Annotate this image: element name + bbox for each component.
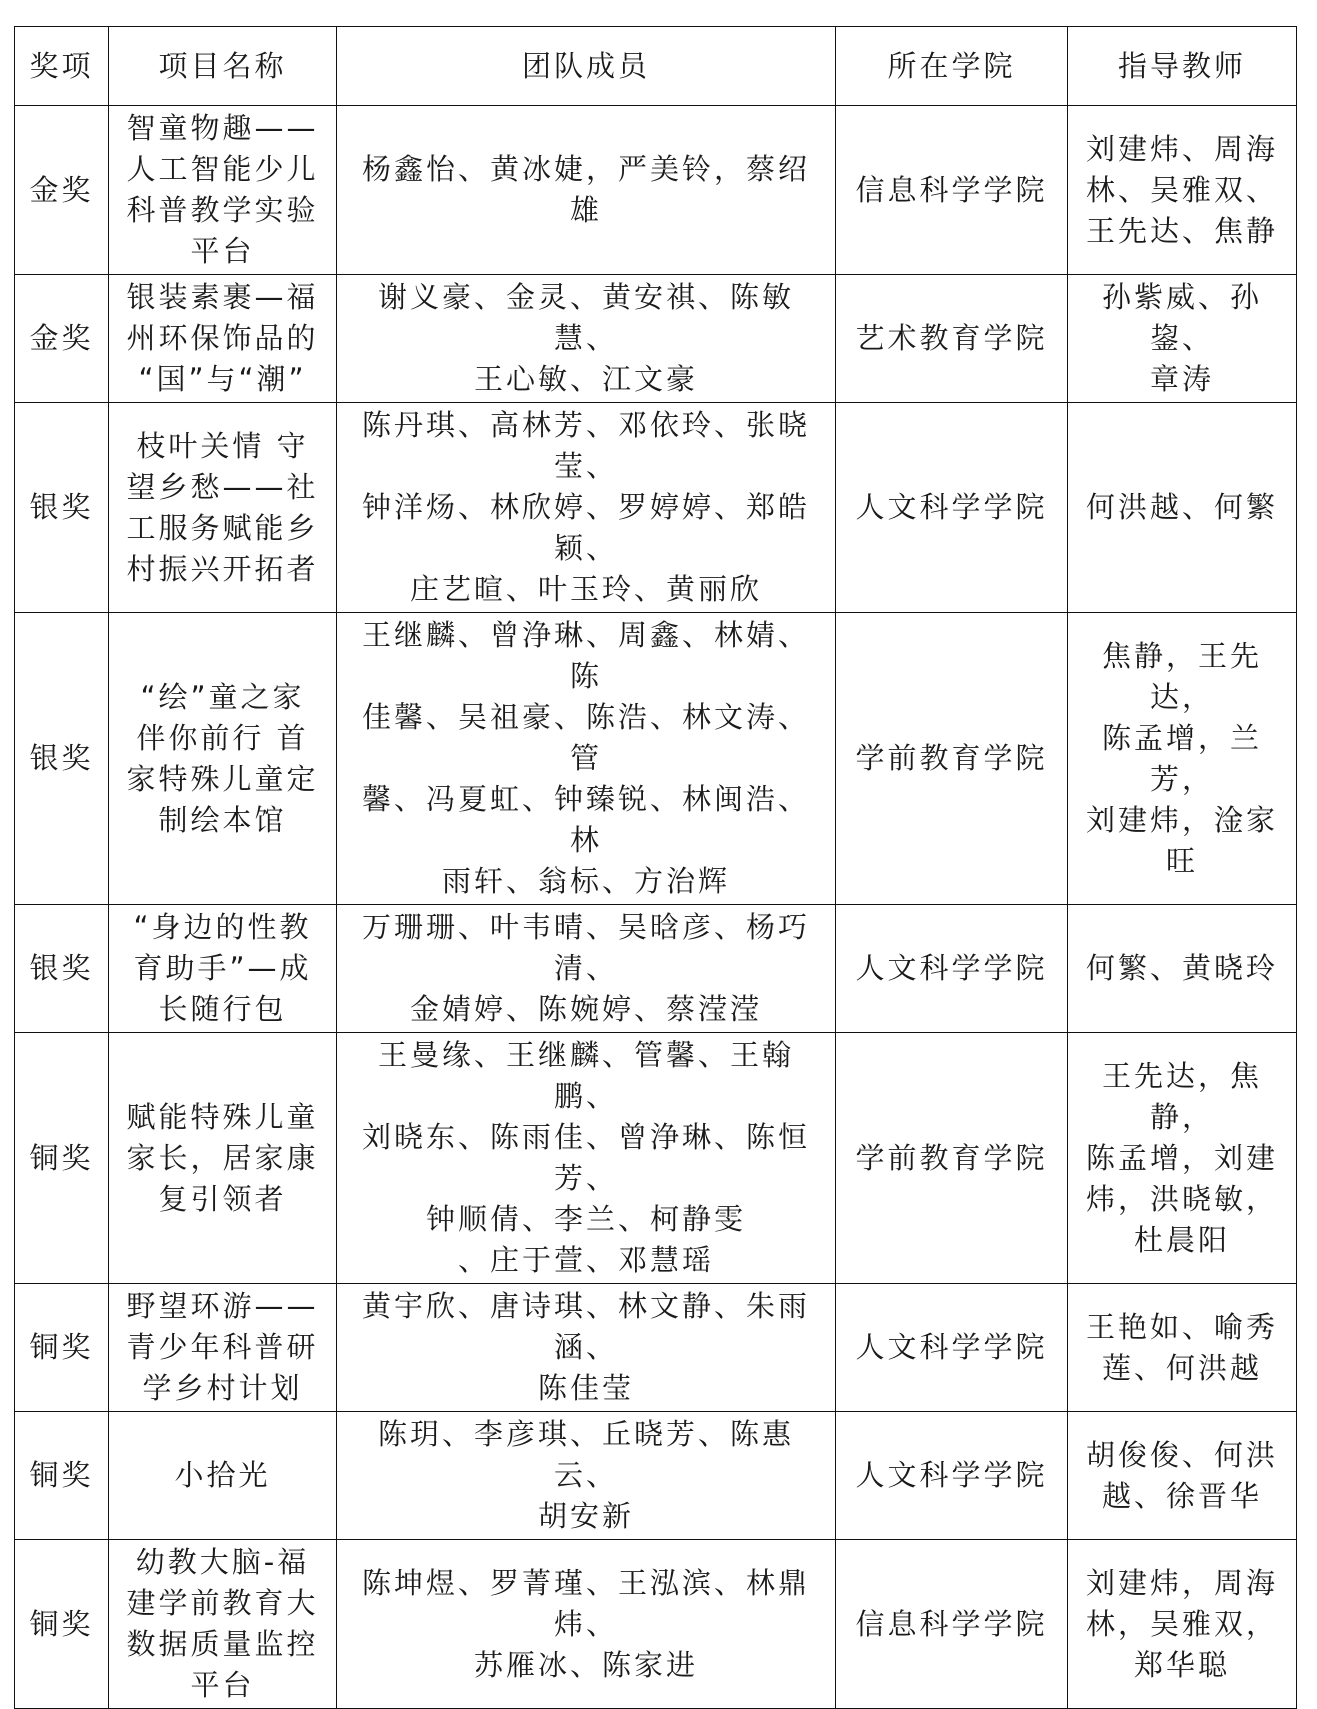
teacher-text: 刘建炜、周海 林、吴雅双、 王先达、焦静	[1085, 131, 1278, 248]
award-cell	[15, 403, 109, 613]
award-cell	[15, 1540, 109, 1709]
award-text: 铜奖	[29, 1330, 94, 1364]
college-cell	[836, 403, 1068, 613]
college-text: 艺术教育学院	[855, 321, 1048, 355]
award-text: 金奖	[29, 321, 94, 355]
teacher-cell	[1068, 1284, 1297, 1412]
teacher-text: 刘建炜，周海 林，吴雅双， 郑华聪	[1085, 1565, 1278, 1682]
project-name-text: 幼教大脑-福 建学前教育大 数据质量监控 平台	[126, 1545, 319, 1702]
header-college: 所在学院	[836, 27, 1068, 106]
award-cell	[15, 613, 109, 905]
team-members-cell	[337, 275, 836, 403]
team-members-text: 王继麟、曾浄琳、周鑫、林婧、陈 佳馨、吴祖豪、陈浩、林文涛、管 馨、冯夏虹、钟臻锐、林闽浩、林 雨轩、翁标、方治辉	[361, 618, 810, 898]
team-members-cell	[337, 1540, 836, 1709]
header-project: 项目名称	[109, 27, 337, 106]
college-text: 学前教育学院	[855, 1140, 1048, 1175]
teacher-text: 焦静，王先达， 陈孟增，兰芳， 刘建炜，淦家 旺	[1085, 638, 1278, 878]
project-name-cell	[109, 403, 337, 613]
team-members-cell	[337, 1284, 836, 1412]
award-text: 铜奖	[29, 1606, 94, 1641]
project-name-cell	[109, 1033, 337, 1284]
team-members-cell	[337, 106, 836, 275]
teacher-text: 胡俊俊、何洪 越、徐晋华	[1085, 1437, 1278, 1513]
project-name-text: 小拾光	[174, 1458, 271, 1492]
college-cell	[836, 613, 1068, 905]
table-row	[15, 275, 1297, 403]
teacher-text: 何繁、黄晓玲	[1085, 951, 1278, 985]
project-name-cell	[109, 1540, 337, 1709]
team-members-cell	[337, 1033, 836, 1284]
table-row	[15, 403, 1297, 613]
teacher-text: 王先达，焦静， 陈孟增，刘建 炜，洪晓敏， 杜晨阳	[1085, 1058, 1278, 1257]
team-members-text: 谢义豪、金灵、黄安祺、陈敏慧、 王心敏、江文豪	[377, 280, 794, 396]
college-cell	[836, 275, 1068, 403]
award-cell	[15, 106, 109, 275]
team-members-text: 王曼缘、王继麟、管馨、王翰鹏、 刘晓东、陈雨佳、曾浄琳、陈恒芳、 钟顺倩、李兰、柯静雯 、庄于萱、邓慧瑶	[361, 1038, 810, 1277]
college-cell	[836, 1540, 1068, 1709]
project-name-text: 枝叶关情 守 望乡愁——社 工服务赋能乡 村振兴开拓者	[126, 428, 319, 586]
team-members-text: 万珊珊、叶韦晴、吴晗彦、杨巧清、 金婧婷、陈婉婷、蔡滢滢	[361, 910, 810, 1026]
team-members-cell	[337, 403, 836, 613]
table-row	[15, 905, 1297, 1033]
table-row	[15, 1540, 1297, 1709]
award-text: 银奖	[29, 951, 94, 985]
project-name-cell	[109, 106, 337, 275]
college-cell	[836, 106, 1068, 275]
table-row	[15, 1284, 1297, 1412]
award-cell	[15, 1284, 109, 1412]
college-cell	[836, 1284, 1068, 1412]
award-table	[14, 26, 1297, 1709]
teacher-text: 孙紫威、孙鋆、 章涛	[1101, 280, 1262, 396]
header-award: 奖项	[15, 27, 109, 106]
team-members-cell	[337, 905, 836, 1033]
team-members-text: 黄宇欣、唐诗琪、林文静、朱雨涵、 陈佳莹	[361, 1289, 810, 1405]
college-text: 人文科学学院	[855, 951, 1048, 985]
college-cell	[836, 905, 1068, 1033]
college-cell	[836, 1033, 1068, 1284]
header-members: 团队成员	[337, 27, 836, 106]
college-text: 信息科学学院	[855, 1606, 1048, 1641]
award-text: 银奖	[29, 490, 94, 524]
teacher-cell	[1068, 1033, 1297, 1284]
college-text: 人文科学学院	[855, 490, 1048, 524]
award-list-sheet	[14, 26, 1296, 1709]
team-members-text: 陈丹琪、高林芳、邓依玲、张晓莹、 钟洋炀、林欣婷、罗婷婷、郑皓颖、 庄艺暄、叶玉玲、黄丽欣	[361, 408, 810, 606]
project-name-text: 智童物趣—— 人工智能少儿 科普教学实验 平台	[126, 111, 319, 268]
project-name-cell	[109, 905, 337, 1033]
award-text: 银奖	[29, 741, 94, 775]
award-cell	[15, 905, 109, 1033]
project-name-text: “身边的性教 育助手”—成 长随行包	[133, 910, 312, 1026]
project-name-text: 银装素裹—福 州环保饰品的 “国”与“潮”	[126, 280, 319, 396]
table-row	[15, 1033, 1297, 1284]
award-text: 铜奖	[29, 1458, 94, 1492]
award-cell	[15, 275, 109, 403]
teacher-cell	[1068, 403, 1297, 613]
header-row	[15, 27, 1297, 106]
project-name-text: 野望环游—— 青少年科普研 学乡村计划	[126, 1289, 319, 1405]
teacher-cell	[1068, 613, 1297, 905]
project-name-cell	[109, 613, 337, 905]
teacher-cell	[1068, 1540, 1297, 1709]
teacher-text: 何洪越、何繁	[1085, 490, 1278, 524]
college-text: 信息科学学院	[855, 172, 1048, 207]
project-name-text: “绘”童之家 伴你前行 首 家特殊儿童定 制绘本馆	[126, 679, 319, 837]
teacher-cell	[1068, 275, 1297, 403]
team-members-text: 陈坤煜、罗菁瑾、王泓滨、林鼎炜、 苏雁冰、陈家进	[361, 1565, 810, 1682]
project-name-cell	[109, 275, 337, 403]
table-row	[15, 613, 1297, 905]
award-cell	[15, 1033, 109, 1284]
teacher-cell	[1068, 905, 1297, 1033]
college-text: 人文科学学院	[855, 1458, 1048, 1492]
college-text: 学前教育学院	[855, 741, 1048, 775]
award-text: 铜奖	[29, 1140, 94, 1175]
teacher-text: 王艳如、喻秀 莲、何洪越	[1085, 1309, 1278, 1385]
college-text: 人文科学学院	[855, 1330, 1048, 1364]
project-name-text: 赋能特殊儿童 家长，居家康 复引领者	[126, 1099, 319, 1216]
team-members-text: 陈玥、李彦琪、丘晓芳、陈惠云、 胡安新	[377, 1417, 794, 1533]
table-row	[15, 106, 1297, 275]
teacher-cell	[1068, 106, 1297, 275]
team-members-text: 杨鑫怡、黄冰婕，严美铃，蔡绍雄	[361, 152, 810, 227]
award-text: 金奖	[29, 172, 94, 207]
project-name-cell	[109, 1284, 337, 1412]
header-teacher: 指导教师	[1068, 27, 1297, 106]
team-members-cell	[337, 613, 836, 905]
